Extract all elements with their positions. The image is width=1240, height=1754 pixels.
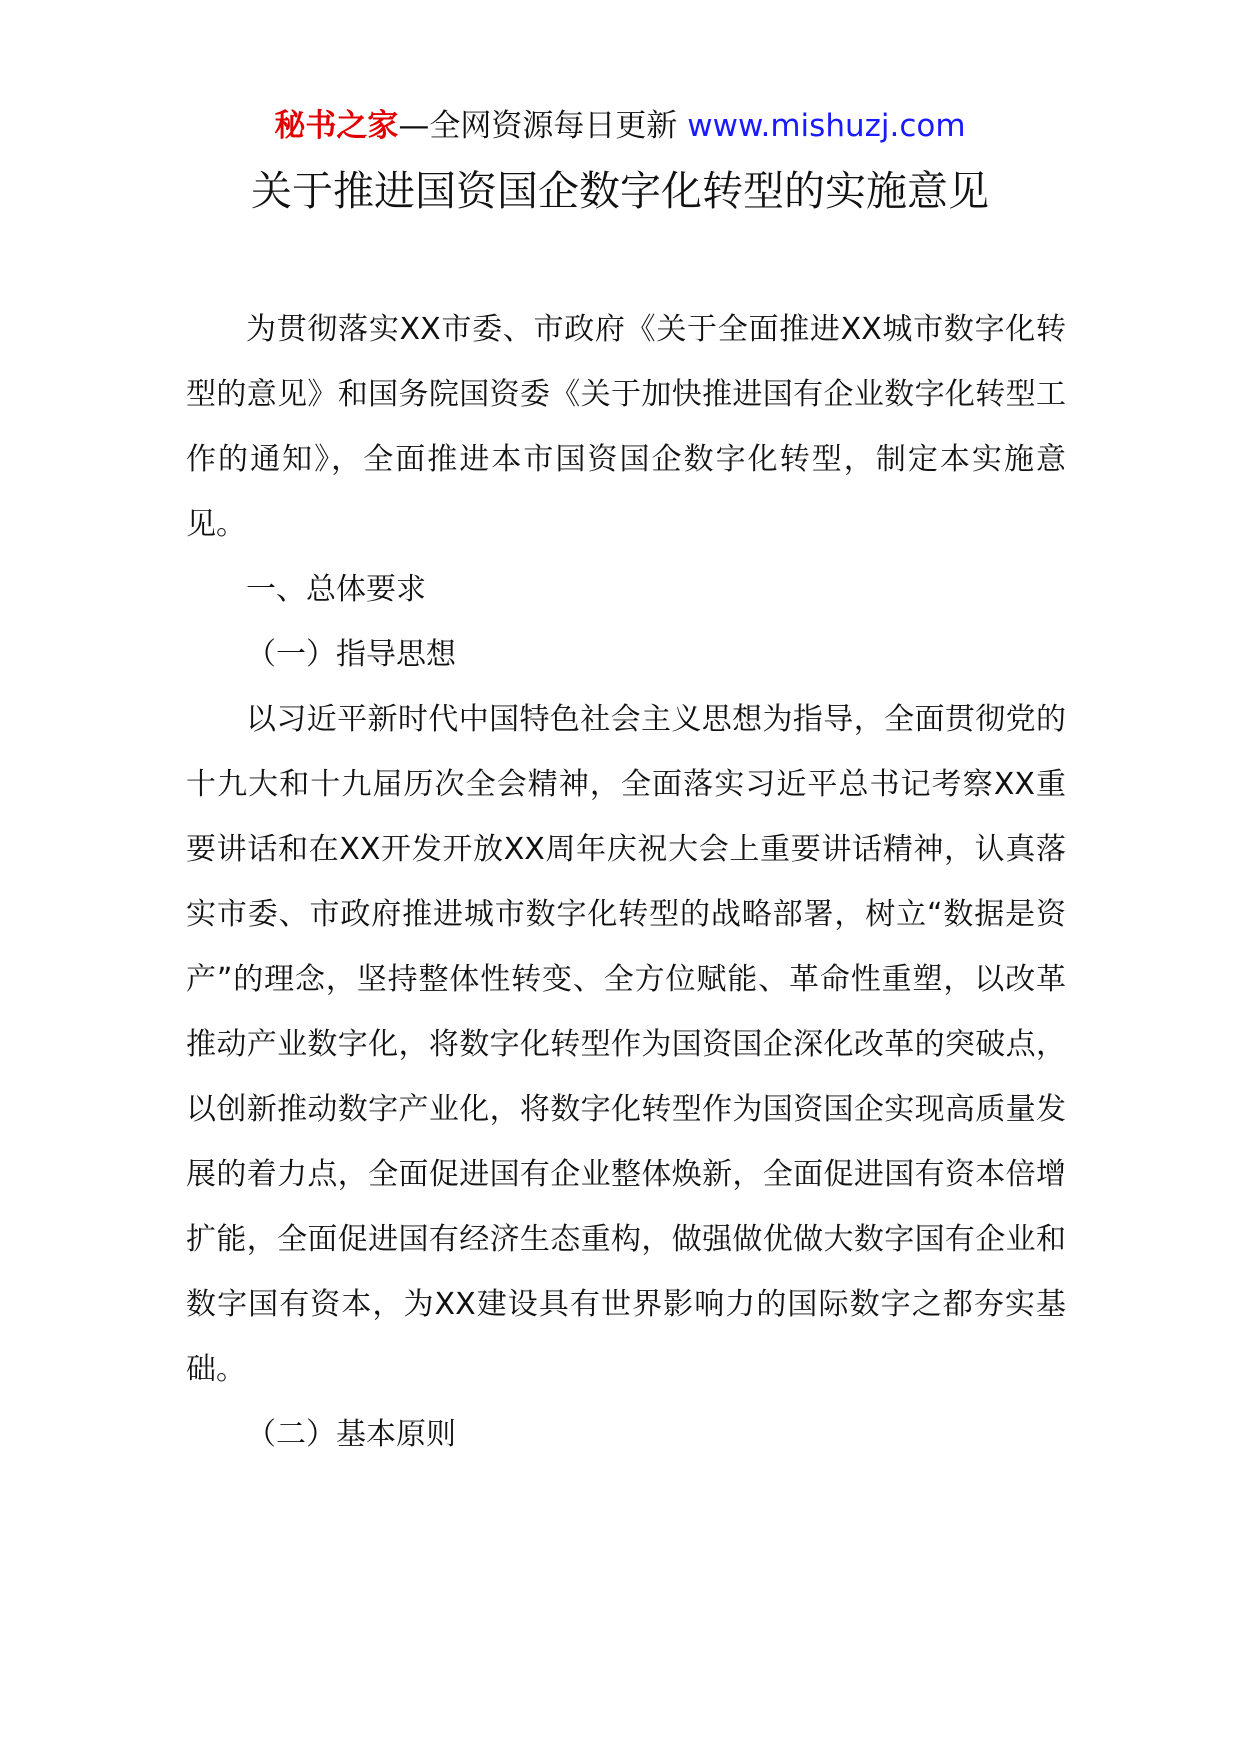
site-url-link[interactable]: www.mishuzj.com — [687, 108, 966, 144]
document-title: 关于推进国资国企数字化转型的实施意见 — [251, 167, 989, 215]
site-tagline: —全网资源每日更新 — [398, 108, 688, 144]
intro-paragraph: 为贯彻落实XX市委、市政府《关于全面推进XX城市数字化转型的意见》和国务院国资委《关于加快推进国有企业数字化转型工作的通知》，全面推进本市国资国企数字化转型，制定本实施意见。 — [186, 312, 1066, 542]
site-banner — [0, 104, 1240, 148]
subsection-heading-basic-principles: （二）基本原则 — [246, 1417, 456, 1452]
document-body — [186, 297, 1066, 1467]
section-heading-general-requirements: 一、总体要求 — [246, 572, 426, 607]
site-brand: 秘书之家 — [274, 108, 399, 144]
guiding-ideology-paragraph: 以习近平新时代中国特色社会主义思想为指导，全面贯彻党的十九大和十九届历次全会精神，全面落实习近平总书记考察XX重要讲话和在XX开发开放XX周年庆祝大会上重要讲话精神，认真落实市委、市政府推进城市数字化转型的战略部署，树立“数据是资产”的理念，坚持整体性转变、全方位赋能、革命性重塑，以改革推动产业数字化，将数字化转型作为国资国企深化改革的突破点，以创新推动数字产业化，将数字化转型作为国资国企实现高质量发展的着力点，全面促进国有企业整体焕新，全面促进国有资本倍增扩能，全面促进国有经济生态重构，做强做优做大数字国有企业和数字国有资本，为XX建设具有世界影响力的国际数字之都夯实基础。 — [186, 702, 1066, 1387]
subsection-heading-guiding-ideology: （一）指导思想 — [246, 637, 456, 672]
